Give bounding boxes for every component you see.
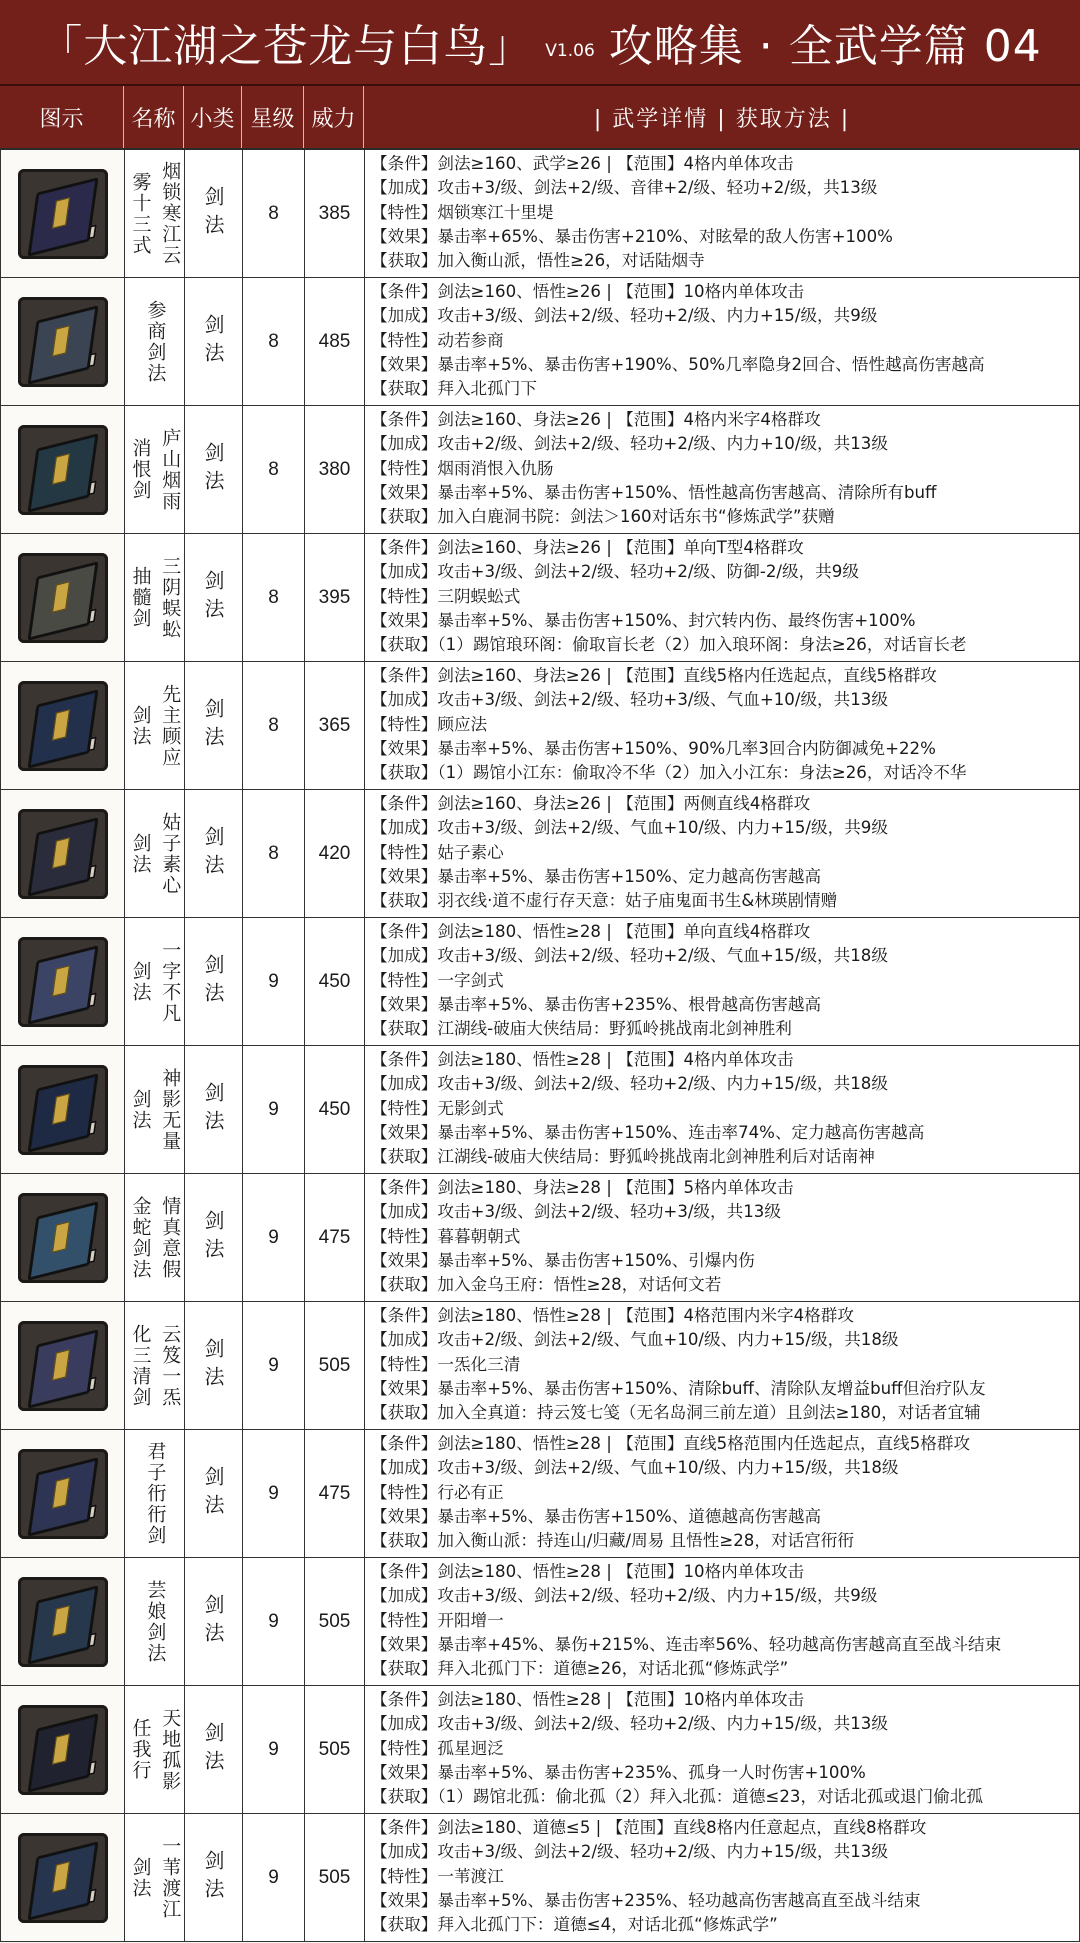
skill-detail-line: 【效果】暴击率+5%、暴击伤害+150%、清除buff、清除队友增益buff但治疗队友 bbox=[371, 1378, 986, 1398]
skill-detail-line: 【特性】孤星迥泛 bbox=[371, 1738, 504, 1758]
skill-power: 475 bbox=[305, 1430, 365, 1557]
skill-book-icon bbox=[18, 1193, 108, 1283]
skill-detail-line: 【效果】暴击率+45%、暴伤+215%、连击率56%、轻功越高伤害越高直至战斗结束 bbox=[371, 1634, 1002, 1654]
skill-detail-line: 【特性】一字剑式 bbox=[371, 970, 504, 990]
skill-detail-line: 【特性】姑子素心 bbox=[371, 842, 504, 862]
skill-power: 380 bbox=[305, 406, 365, 533]
skill-subtype: 剑法 bbox=[185, 1558, 243, 1685]
skill-star: 9 bbox=[243, 918, 305, 1045]
skill-power: 505 bbox=[305, 1686, 365, 1813]
skill-name bbox=[125, 662, 185, 789]
skill-name-line: 剑法 bbox=[129, 1088, 152, 1131]
skill-detail-line: 【加成】攻击+3/级、剑法+2/级、轻功+2/级、内力+15/级，共13级 bbox=[371, 1714, 888, 1734]
skill-detail-line: 【特性】一炁化三清 bbox=[371, 1354, 521, 1374]
skill-detail-line: 【获取】加入金乌王府：悟性≥28，对话何文若 bbox=[371, 1275, 722, 1295]
table-row bbox=[1, 1814, 1079, 1942]
skill-name-line: 任我行 bbox=[129, 1718, 152, 1781]
skill-power: 505 bbox=[305, 1302, 365, 1429]
title-bar bbox=[0, 0, 1080, 86]
skill-subtype: 剑法 bbox=[185, 1302, 243, 1429]
skill-book-icon bbox=[18, 1321, 108, 1411]
skill-details bbox=[365, 1430, 1079, 1557]
skill-subtype: 剑法 bbox=[185, 1174, 243, 1301]
skill-power: 485 bbox=[305, 278, 365, 405]
skill-details bbox=[365, 1046, 1079, 1173]
skill-icon-cell bbox=[1, 150, 125, 277]
skill-detail-line: 【加成】攻击+3/级、剑法+2/级、气血+10/级、内力+15/级，共18级 bbox=[371, 1458, 899, 1478]
table-row bbox=[1, 1174, 1079, 1302]
skill-name bbox=[125, 1302, 185, 1429]
skill-name-line: 神影无量 bbox=[159, 1067, 182, 1152]
skill-details bbox=[365, 1174, 1079, 1301]
skill-detail-line: 【效果】暴击率+5%、暴击伤害+235%、轻功越高伤害越高直至战斗结束 bbox=[371, 1890, 921, 1910]
table-row bbox=[1, 1686, 1079, 1814]
skill-detail-line: 【条件】剑法≥180、悟性≥28 | 【范围】单向直线4格群攻 bbox=[371, 922, 811, 941]
skill-detail-line: 【效果】暴击率+5%、暴击伤害+150%、90%几率3回合内防御减免+22% bbox=[371, 738, 936, 758]
skill-detail-line: 【获取】加入衡山派，悟性≥26，对话陆烟寺 bbox=[371, 251, 705, 271]
skill-detail-line: 【条件】剑法≥180、道德≤5 | 【范围】直线8格内任意起点，直线8格群攻 bbox=[371, 1818, 927, 1837]
skill-detail-line: 【特性】开阳增一 bbox=[371, 1610, 504, 1630]
table-row bbox=[1, 150, 1079, 278]
skill-details bbox=[365, 1558, 1079, 1685]
skill-detail-line: 【特性】顾应法 bbox=[371, 714, 488, 734]
skill-name bbox=[125, 150, 185, 277]
skill-star: 8 bbox=[243, 406, 305, 533]
skill-detail-line: 【获取】拜入北孤门下 bbox=[371, 379, 537, 399]
skill-detail-line: 【条件】剑法≥180、悟性≥28 | 【范围】10格内单体攻击 bbox=[371, 1562, 805, 1581]
header-power: 威力 bbox=[304, 86, 364, 148]
skill-detail-line: 【加成】攻击+2/级、剑法+2/级、轻功+2/级、内力+10/级，共13级 bbox=[371, 434, 888, 454]
skill-details bbox=[365, 1686, 1079, 1813]
skill-detail-line: 【条件】剑法≥160、身法≥26 | 【范围】两侧直线4格群攻 bbox=[371, 794, 811, 813]
skill-subtype: 剑法 bbox=[185, 150, 243, 277]
skill-detail-line: 【效果】暴击率+5%、暴击伤害+150%、引爆内伤 bbox=[371, 1250, 755, 1270]
skill-subtype: 剑法 bbox=[185, 1046, 243, 1173]
table-row bbox=[1, 534, 1079, 662]
skill-detail-line: 【条件】剑法≥160、悟性≥26 | 【范围】10格内单体攻击 bbox=[371, 282, 805, 301]
skill-detail-line: 【加成】攻击+3/级、剑法+2/级、轻功+3/级、气血+10/级，共13级 bbox=[371, 690, 888, 710]
skill-book-icon bbox=[18, 297, 108, 387]
table-row bbox=[1, 406, 1079, 534]
skill-detail-line: 【获取】加入衡山派：持连山/归藏/周易 且悟性≥28，对话宫衎衎 bbox=[371, 1531, 854, 1551]
skill-details bbox=[365, 1814, 1079, 1941]
skill-detail-line: 【效果】暴击率+5%、暴击伤害+150%、封穴转内伤、最终伤害+100% bbox=[371, 610, 916, 630]
skill-detail-line: 【特性】三阴蜈蚣式 bbox=[371, 586, 521, 606]
skill-book-icon bbox=[18, 1065, 108, 1155]
skill-detail-line: 【效果】暴击率+65%、暴击伤害+210%、对眩晕的敌人伤害+100% bbox=[371, 226, 893, 246]
version-label: V1.06 bbox=[545, 41, 595, 61]
table-row bbox=[1, 1430, 1079, 1558]
skill-name-line: 天地孤影 bbox=[159, 1707, 182, 1792]
skill-name-line: 君子衎衎剑 bbox=[144, 1441, 167, 1546]
skill-power: 385 bbox=[305, 150, 365, 277]
skill-star: 9 bbox=[243, 1430, 305, 1557]
skill-icon-cell bbox=[1, 1046, 125, 1173]
skill-details bbox=[365, 278, 1079, 405]
skill-icon-cell bbox=[1, 406, 125, 533]
table-row bbox=[1, 278, 1079, 406]
skill-subtype: 剑法 bbox=[185, 1686, 243, 1813]
skill-detail-line: 【获取】（1）踢馆琅环阁：偷取盲长老（2）加入琅环阁：身法≥26，对话盲长老 bbox=[371, 635, 967, 655]
page-title: 「大江湖之苍龙与白鸟」 bbox=[38, 21, 534, 72]
skill-icon-cell bbox=[1, 278, 125, 405]
skill-detail-line: 【加成】攻击+3/级、剑法+2/级、轻功+2/级、内力+15/级，共9级 bbox=[371, 1586, 878, 1606]
table-row bbox=[1, 662, 1079, 790]
skill-name-line: 雾十三式 bbox=[129, 171, 152, 256]
header-star: 星级 bbox=[242, 86, 304, 148]
skill-name bbox=[125, 534, 185, 661]
skill-name-line: 先主顾应 bbox=[159, 683, 182, 768]
skill-detail-line: 【获取】拜入北孤门下：道德≤4，对话北孤“修炼武学” bbox=[371, 1915, 778, 1935]
skill-detail-line: 【效果】暴击率+5%、暴击伤害+150%、定力越高伤害越高 bbox=[371, 866, 822, 886]
skill-name bbox=[125, 1558, 185, 1685]
skill-detail-line: 【条件】剑法≥180、悟性≥28 | 【范围】4格范围内米字4格群攻 bbox=[371, 1306, 854, 1325]
skill-name bbox=[125, 790, 185, 917]
skill-details bbox=[365, 790, 1079, 917]
skill-name bbox=[125, 1814, 185, 1941]
skill-book-icon bbox=[18, 937, 108, 1027]
skill-power: 395 bbox=[305, 534, 365, 661]
skill-name-line: 抽髓剑 bbox=[129, 566, 152, 629]
skill-name-line: 姑子素心 bbox=[159, 811, 182, 896]
skill-book-icon bbox=[18, 169, 108, 259]
skill-detail-line: 【条件】剑法≥180、悟性≥28 | 【范围】10格内单体攻击 bbox=[371, 1690, 805, 1709]
skill-power: 475 bbox=[305, 1174, 365, 1301]
skill-detail-line: 【特性】暮暮朝朝式 bbox=[371, 1226, 521, 1246]
skill-star: 8 bbox=[243, 534, 305, 661]
skill-detail-line: 【条件】剑法≥180、悟性≥28 | 【范围】直线5格范围内任选起点，直线5格群攻 bbox=[371, 1434, 971, 1453]
header-subtype: 小类 bbox=[184, 86, 242, 148]
skill-power: 450 bbox=[305, 918, 365, 1045]
skill-name bbox=[125, 406, 185, 533]
skill-subtype: 剑法 bbox=[185, 662, 243, 789]
skill-power: 450 bbox=[305, 1046, 365, 1173]
table-row bbox=[1, 1558, 1079, 1686]
skill-detail-line: 【获取】加入全真道：持云笈七笺（无名岛洞三前左道）且剑法≥180，对话者宜辅 bbox=[371, 1403, 981, 1423]
skill-book-icon bbox=[18, 1833, 108, 1923]
skill-book-icon bbox=[18, 809, 108, 899]
skill-detail-line: 【效果】暴击率+5%、暴击伤害+150%、连击率74%、定力越高伤害越高 bbox=[371, 1122, 925, 1142]
skill-icon-cell bbox=[1, 662, 125, 789]
skill-detail-line: 【效果】暴击率+5%、暴击伤害+235%、孤身一人时伤害+100% bbox=[371, 1762, 866, 1782]
skill-detail-line: 【加成】攻击+3/级、剑法+2/级、轻功+3/级，共13级 bbox=[371, 1202, 781, 1222]
skill-detail-line: 【加成】攻击+2/级、剑法+2/级、气血+10/级、内力+15/级，共18级 bbox=[371, 1330, 899, 1350]
skill-icon-cell bbox=[1, 534, 125, 661]
skill-detail-line: 【获取】江湖线-破庙大侠结局：野狐岭挑战南北剑神胜利后对话南神 bbox=[371, 1147, 875, 1167]
skill-detail-line: 【条件】剑法≥180、悟性≥28 | 【范围】4格内单体攻击 bbox=[371, 1050, 794, 1069]
skill-star: 9 bbox=[243, 1046, 305, 1173]
skill-subtype: 剑法 bbox=[185, 278, 243, 405]
header-name: 名称 bbox=[124, 86, 184, 148]
skill-power: 505 bbox=[305, 1558, 365, 1685]
table-row bbox=[1, 1046, 1079, 1174]
skill-book-icon bbox=[18, 1705, 108, 1795]
table-header bbox=[0, 86, 1080, 150]
skill-detail-line: 【获取】（1）踢馆北孤：偷北孤（2）拜入北孤：道德≤23，对话北孤或退门偷北孤 bbox=[371, 1787, 984, 1807]
skill-name-line: 剑法 bbox=[129, 704, 152, 747]
skill-detail-line: 【加成】攻击+3/级、剑法+2/级、音律+2/级、轻功+2/级，共13级 bbox=[371, 178, 878, 198]
skill-detail-line: 【特性】烟雨消恨入仇肠 bbox=[371, 458, 554, 478]
skill-details bbox=[365, 662, 1079, 789]
skill-name-line: 烟锁寒江云 bbox=[159, 161, 182, 266]
skill-detail-line: 【效果】暴击率+5%、暴击伤害+150%、道德越高伤害越高 bbox=[371, 1506, 822, 1526]
skill-detail-line: 【条件】剑法≥160、身法≥26 | 【范围】直线5格内任选起点，直线5格群攻 bbox=[371, 666, 937, 685]
skill-name bbox=[125, 918, 185, 1045]
skill-detail-line: 【条件】剑法≥180、身法≥28 | 【范围】5格内单体攻击 bbox=[371, 1178, 794, 1197]
skill-name bbox=[125, 1046, 185, 1173]
skill-detail-line: 【加成】攻击+3/级、剑法+2/级、轻功+2/级、内力+15/级，共18级 bbox=[371, 1074, 888, 1094]
skill-subtype: 剑法 bbox=[185, 406, 243, 533]
skill-name-line: 剑法 bbox=[129, 832, 152, 875]
skill-name-line: 庐山烟雨 bbox=[159, 427, 182, 512]
skill-icon-cell bbox=[1, 1814, 125, 1941]
skill-detail-line: 【获取】羽衣线·道不虚行存天意：姑子庙鬼面书生&林瑛剧情赠 bbox=[371, 891, 838, 911]
skill-detail-line: 【特性】行必有正 bbox=[371, 1482, 504, 1502]
skill-subtype: 剑法 bbox=[185, 1814, 243, 1941]
skill-table bbox=[0, 150, 1080, 1942]
skill-icon-cell bbox=[1, 1686, 125, 1813]
skill-detail-line: 【特性】一苇渡江 bbox=[371, 1866, 504, 1886]
skill-detail-line: 【加成】攻击+3/级、剑法+2/级、气血+10/级、内力+15/级，共9级 bbox=[371, 818, 888, 838]
skill-detail-line: 【条件】剑法≥160、身法≥26 | 【范围】4格内米字4格群攻 bbox=[371, 410, 821, 429]
skill-detail-line: 【条件】剑法≥160、武学≥26 | 【范围】4格内单体攻击 bbox=[371, 154, 794, 173]
header-detail: | 武学详情 | 获取方法 | bbox=[593, 106, 851, 132]
skill-detail-line: 【获取】拜入北孤门下：道德≥26，对话北孤“修炼武学” bbox=[371, 1659, 789, 1679]
page-subtitle: 攻略集 · 全武学篇 04 bbox=[608, 21, 1042, 72]
skill-star: 9 bbox=[243, 1814, 305, 1941]
skill-subtype: 剑法 bbox=[185, 790, 243, 917]
skill-name-line: 一字不凡 bbox=[159, 939, 182, 1024]
skill-icon-cell bbox=[1, 790, 125, 917]
skill-icon-cell bbox=[1, 1558, 125, 1685]
skill-star: 8 bbox=[243, 150, 305, 277]
skill-name-line: 一苇渡江 bbox=[159, 1835, 182, 1920]
skill-name-line: 金蛇剑法 bbox=[129, 1195, 152, 1280]
skill-detail-line: 【特性】无影剑式 bbox=[371, 1098, 504, 1118]
skill-name-line: 参商剑法 bbox=[144, 299, 167, 384]
skill-star: 8 bbox=[243, 662, 305, 789]
skill-details bbox=[365, 534, 1079, 661]
skill-star: 9 bbox=[243, 1558, 305, 1685]
skill-icon-cell bbox=[1, 1430, 125, 1557]
skill-star: 8 bbox=[243, 278, 305, 405]
skill-name-line: 剑法 bbox=[129, 1856, 152, 1899]
skill-details bbox=[365, 918, 1079, 1045]
skill-detail-line: 【条件】剑法≥160、身法≥26 | 【范围】单向T型4格群攻 bbox=[371, 538, 804, 557]
table-row bbox=[1, 918, 1079, 1046]
skill-detail-line: 【获取】（1）踢馆小江东：偷取冷不华（2）加入小江东：身法≥26，对话冷不华 bbox=[371, 763, 967, 783]
skill-detail-line: 【特性】动若参商 bbox=[371, 330, 504, 350]
skill-name-line: 消恨剑 bbox=[129, 438, 152, 501]
skill-detail-line: 【加成】攻击+3/级、剑法+2/级、轻功+2/级、内力+15/级，共13级 bbox=[371, 1842, 888, 1862]
skill-detail-line: 【加成】攻击+3/级、剑法+2/级、轻功+2/级、防御-2/级，共9级 bbox=[371, 562, 859, 582]
skill-detail-line: 【加成】攻击+3/级、剑法+2/级、轻功+2/级、内力+15/级，共9级 bbox=[371, 306, 878, 326]
skill-detail-line: 【获取】加入白鹿洞书院：剑法＞160对话东书“修炼武学”获赠 bbox=[371, 507, 835, 527]
skill-name-line: 云笈一炁 bbox=[159, 1323, 182, 1408]
skill-detail-line: 【效果】暴击率+5%、暴击伤害+235%、根骨越高伤害越高 bbox=[371, 994, 822, 1014]
skill-detail-line: 【效果】暴击率+5%、暴击伤害+190%、50%几率隐身2回合、悟性越高伤害越高 bbox=[371, 354, 985, 374]
skill-icon-cell bbox=[1, 1302, 125, 1429]
skill-details bbox=[365, 150, 1079, 277]
header-icon: 图示 bbox=[0, 86, 124, 148]
skill-details bbox=[365, 1302, 1079, 1429]
skill-name bbox=[125, 1686, 185, 1813]
skill-icon-cell bbox=[1, 1174, 125, 1301]
skill-book-icon bbox=[18, 553, 108, 643]
skill-name bbox=[125, 278, 185, 405]
table-row bbox=[1, 1302, 1079, 1430]
table-row bbox=[1, 790, 1079, 918]
skill-detail-line: 【加成】攻击+3/级、剑法+2/级、轻功+2/级、气血+15/级，共18级 bbox=[371, 946, 888, 966]
skill-star: 9 bbox=[243, 1174, 305, 1301]
skill-name-line: 化三清剑 bbox=[129, 1323, 152, 1408]
skill-details bbox=[365, 406, 1079, 533]
skill-name-line: 剑法 bbox=[129, 960, 152, 1003]
skill-star: 9 bbox=[243, 1302, 305, 1429]
skill-detail-line: 【效果】暴击率+5%、暴击伤害+150%、悟性越高伤害越高、清除所有buff bbox=[371, 482, 937, 502]
skill-power: 420 bbox=[305, 790, 365, 917]
skill-name-line: 芸娘剑法 bbox=[144, 1579, 167, 1664]
skill-power: 505 bbox=[305, 1814, 365, 1941]
skill-book-icon bbox=[18, 1577, 108, 1667]
skill-name bbox=[125, 1174, 185, 1301]
skill-subtype: 剑法 bbox=[185, 918, 243, 1045]
skill-book-icon bbox=[18, 425, 108, 515]
skill-name-line: 情真意假 bbox=[159, 1195, 182, 1280]
skill-subtype: 剑法 bbox=[185, 534, 243, 661]
skill-book-icon bbox=[18, 1449, 108, 1539]
skill-name bbox=[125, 1430, 185, 1557]
skill-subtype: 剑法 bbox=[185, 1430, 243, 1557]
skill-star: 8 bbox=[243, 790, 305, 917]
skill-book-icon bbox=[18, 681, 108, 771]
skill-icon-cell bbox=[1, 918, 125, 1045]
skill-power: 365 bbox=[305, 662, 365, 789]
skill-detail-line: 【特性】烟锁寒江十里堤 bbox=[371, 202, 554, 222]
skill-detail-line: 【获取】江湖线-破庙大侠结局：野狐岭挑战南北剑神胜利 bbox=[371, 1019, 792, 1039]
skill-star: 9 bbox=[243, 1686, 305, 1813]
skill-name-line: 三阴蜈蚣 bbox=[159, 555, 182, 640]
